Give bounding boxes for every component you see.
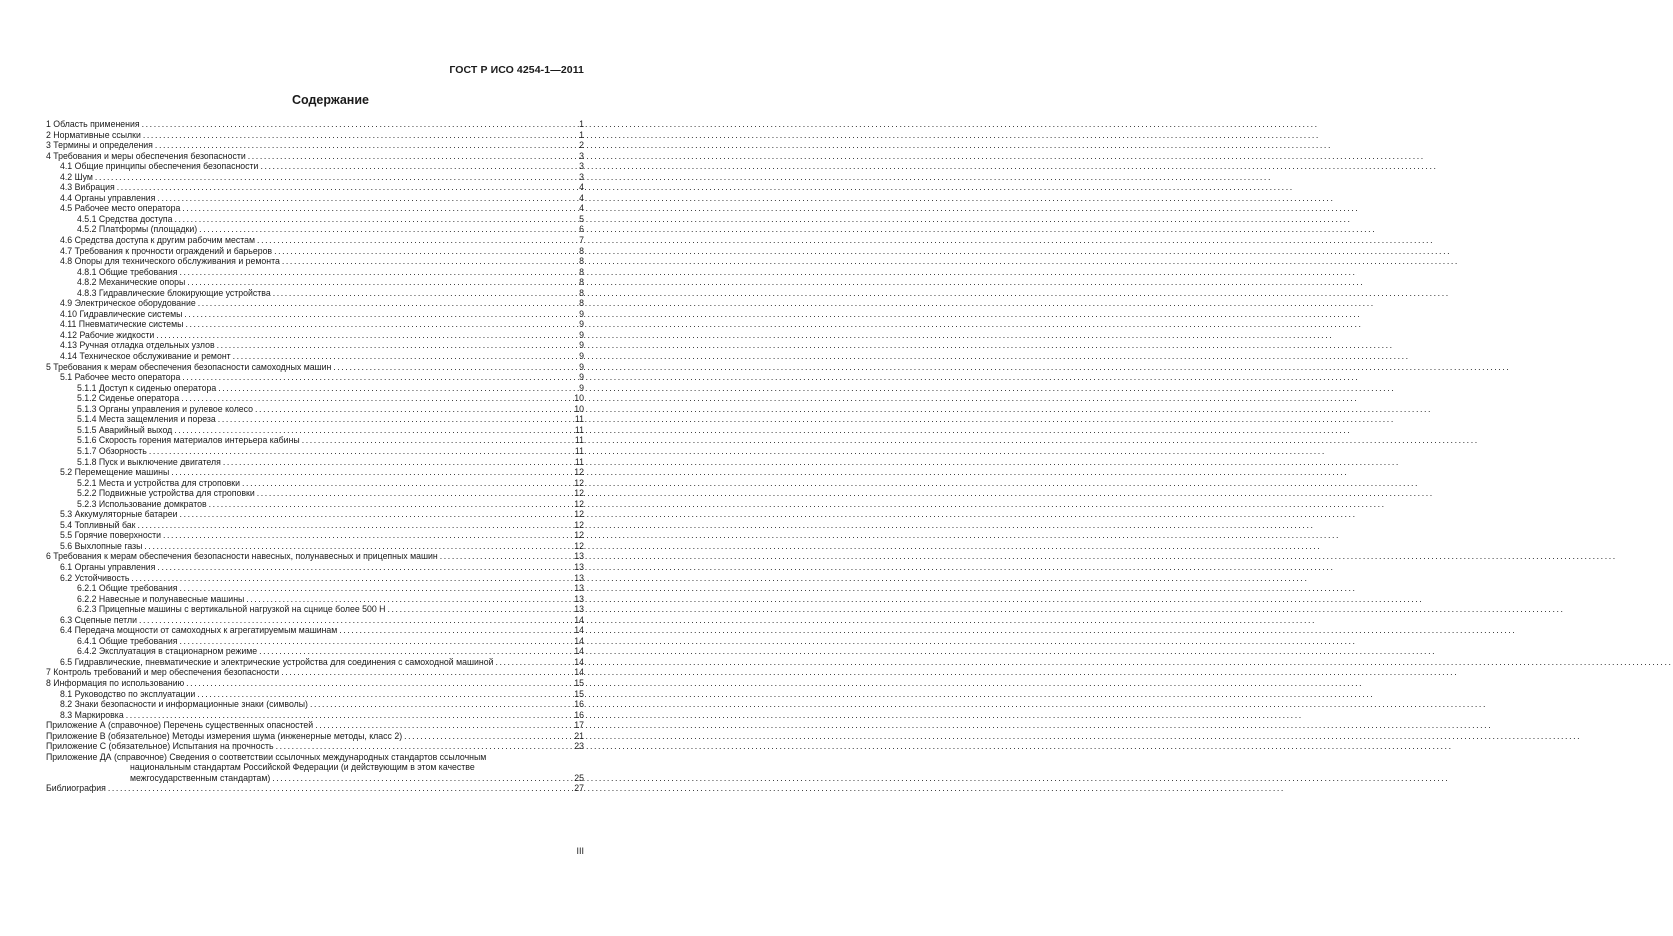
toc-entry — [46, 351, 584, 362]
toc-entry — [46, 140, 584, 151]
toc-entry — [46, 594, 584, 605]
toc-leader-dots — [180, 636, 574, 647]
toc-leader-dots — [157, 562, 573, 573]
toc-leader-dots — [387, 604, 573, 615]
toc-entry-label: 6.2 Устойчивость — [60, 572, 130, 583]
toc-entry — [46, 625, 584, 636]
toc-leader-dots — [156, 330, 578, 341]
toc-entry-page: 13 — [574, 583, 584, 594]
toc-entry — [46, 383, 584, 394]
toc-leader-dots — [186, 678, 573, 689]
toc-entry-label: 6.2.1 Общие требования — [77, 583, 178, 594]
toc-entry-label: 6.4.2 Эксплуатация в стационарном режиме — [77, 646, 258, 657]
toc-entry-page: 14 — [574, 635, 584, 646]
toc-entry — [46, 309, 584, 320]
toc-leader-dots — [404, 731, 573, 742]
toc-entry-page: 16 — [574, 699, 584, 710]
toc-entry-page: 11 — [574, 435, 584, 446]
toc-entry-page: 12 — [574, 519, 584, 530]
toc-entry — [46, 731, 584, 742]
toc-entry-label: 4.14 Техническое обслуживание и ремонт — [60, 351, 231, 362]
toc-entry — [46, 509, 584, 520]
toc-entry-label: 5.5 Горячие поверхности — [60, 530, 161, 541]
toc-entry-label: Приложение В (обязательное) Методы измерения шума (инженерные методы, класс 2) — [46, 730, 403, 741]
toc-entry — [46, 256, 584, 267]
toc-entry — [46, 457, 584, 468]
toc-leader-dots — [182, 372, 578, 383]
toc-entry-page: 16 — [574, 709, 584, 720]
toc-entry — [46, 319, 584, 330]
page-number: III — [576, 846, 584, 856]
toc-leader-dots — [180, 509, 574, 520]
toc-entry-page: 4 — [579, 182, 584, 193]
toc-entry-page: 11 — [574, 456, 584, 467]
toc-entry-label: 6.2.2 Навесные и полунавесные машины — [77, 593, 245, 604]
toc-leader-dots — [246, 594, 573, 605]
toc-entry-label: 5.1.7 Обзорность — [77, 445, 147, 456]
toc-leader-dots — [274, 246, 578, 257]
toc-entry — [46, 214, 584, 225]
toc-entry — [46, 646, 584, 657]
toc-entry-page: 15 — [574, 688, 584, 699]
toc-entry — [46, 615, 584, 626]
toc-entry — [46, 699, 584, 710]
toc-entry-line — [46, 752, 584, 763]
toc-entry-label: 2 Нормативные ссылки — [46, 129, 141, 140]
page-title: Содержание — [291, 93, 369, 107]
toc-entry — [46, 573, 584, 584]
toc-entry-label: 4.8.3 Гидравлические блокирующие устройства — [77, 287, 271, 298]
toc-entry — [46, 446, 584, 457]
toc-entry-page: 9 — [579, 351, 584, 362]
toc-entry-page: 9 — [579, 329, 584, 340]
toc-leader-dots — [255, 404, 573, 415]
toc-entry-page: 9 — [579, 308, 584, 319]
toc-entry — [46, 224, 584, 235]
toc-entry-label: 4.8 Опоры для технического обслуживания и ремонта — [60, 256, 280, 267]
toc-leader-dots — [217, 340, 578, 351]
toc-entry-page: 11 — [574, 445, 584, 456]
toc-entry-label: 6.2.3 Прицепные машины с вертикальной нагрузкой на сцнице более 500 Н — [77, 604, 386, 615]
toc-leader-dots — [182, 203, 578, 214]
toc-entry — [46, 530, 584, 541]
toc-entry — [46, 182, 584, 193]
toc-entry-page: 13 — [574, 572, 584, 583]
toc-leader-dots — [495, 657, 573, 668]
toc-entry-label: 5.2.1 Места и устройства для строповки — [77, 477, 241, 488]
toc-entry-page: 13 — [574, 604, 584, 615]
toc-leader-dots — [187, 277, 578, 288]
document-code: ГОСТ Р ИСО 4254-1—2011 — [449, 64, 584, 76]
toc-entry — [46, 151, 584, 162]
toc-leader-dots — [185, 319, 578, 330]
toc-entry-page: 14 — [574, 656, 584, 667]
toc-entry — [46, 172, 584, 183]
toc-entry-page: 12 — [574, 530, 584, 541]
toc-entry — [46, 393, 584, 404]
toc-entry-page: 6 — [579, 224, 584, 235]
toc-entry-label: 4.5.2 Платформы (площадки) — [77, 224, 198, 235]
toc-entry-label: Библиография — [46, 783, 106, 794]
toc-entry — [46, 414, 584, 425]
toc-entry — [46, 193, 584, 204]
toc-entry-label: 5.4 Топливный бак — [60, 519, 136, 530]
toc-entry — [46, 298, 584, 309]
toc-leader-dots — [108, 783, 573, 794]
toc-entry-label: 5.1.8 Пуск и выключение двигателя — [77, 456, 221, 467]
toc-entry-label: 4.10 Гидравлические системы — [60, 308, 183, 319]
toc-leader-dots — [198, 298, 578, 309]
toc-leader-dots — [259, 646, 573, 657]
toc-entry-label: 8 Информация по использованию — [46, 677, 185, 688]
toc-entry-page: 2 — [579, 140, 584, 151]
toc-entry — [46, 689, 584, 700]
toc-leader-dots — [181, 393, 573, 404]
toc-entry-label: 5.2.3 Использование домкратов — [77, 498, 207, 509]
toc-entry — [46, 340, 584, 351]
toc-entry — [46, 488, 584, 499]
toc-entry-label: 4.11 Пневматические системы — [60, 319, 184, 330]
toc-entry-label: Приложение А (справочное) Перечень существенных опасностей — [46, 720, 314, 731]
toc-entry-label: 4.5.1 Средства доступа — [77, 213, 173, 224]
toc-entry-page: 17 — [574, 720, 584, 731]
toc-leader-dots — [242, 478, 573, 489]
toc-entry-label: 6.4.1 Общие требования — [77, 635, 178, 646]
toc-entry-page: 23 — [574, 741, 584, 752]
toc-entry-label: 5.1.3 Органы управления и рулевое колесо — [77, 403, 254, 414]
toc-entry — [46, 362, 584, 373]
toc-leader-dots — [315, 720, 573, 731]
toc-entry-page: 14 — [574, 625, 584, 636]
toc-entry-label: 4.3 Вибрация — [60, 182, 115, 193]
toc-leader-dots — [95, 172, 578, 183]
toc-entry-label: 5.1.4 Места защемления и пореза — [77, 414, 216, 425]
toc-entry-page: 8 — [579, 287, 584, 298]
toc-leader-dots — [174, 425, 574, 436]
toc-entry-page: 5 — [579, 213, 584, 224]
toc-entry — [46, 478, 584, 489]
toc-entry — [46, 551, 584, 562]
toc-entry — [46, 710, 584, 721]
toc-entry — [46, 404, 584, 415]
toc-leader-dots — [218, 383, 578, 394]
toc-entry — [46, 267, 584, 278]
toc-entry — [46, 235, 584, 246]
toc-entry-page: 11 — [574, 424, 584, 435]
toc-leader-dots — [333, 362, 578, 373]
toc-entry-page: 25 — [574, 772, 584, 783]
toc-leader-dots — [142, 119, 579, 130]
toc-entry-page: 3 — [579, 171, 584, 182]
toc-entry-page: 7 — [579, 235, 584, 246]
toc-entry-page: 8 — [579, 245, 584, 256]
toc-leader-dots — [209, 499, 574, 510]
toc-leader-dots — [149, 446, 574, 457]
toc-entry-page: 4 — [579, 192, 584, 203]
toc-entry-label: 4.6 Средства доступа к другим рабочим местам — [60, 235, 256, 246]
toc-entry-line — [46, 773, 584, 784]
toc-entry-page: 8 — [579, 266, 584, 277]
toc-entry — [46, 119, 584, 130]
toc-entry-page: 8 — [579, 256, 584, 267]
toc-entry-page: 13 — [574, 593, 584, 604]
toc-entry-label: 5.1.1 Доступ к сиденью оператора — [77, 382, 217, 393]
toc-entry-page: 12 — [574, 540, 584, 551]
toc-entry-page: 8 — [579, 277, 584, 288]
toc-leader-dots — [139, 615, 573, 626]
toc-entry-page: 10 — [574, 403, 584, 414]
toc-entry-label: 5.1 Рабочее место оператора — [60, 372, 181, 383]
toc-entry-page: 9 — [579, 319, 584, 330]
toc-leader-dots — [175, 214, 579, 225]
toc-leader-dots — [143, 130, 578, 141]
toc-entry — [46, 246, 584, 257]
toc-leader-dots — [180, 583, 574, 594]
toc-entry-label: 4.4 Органы управления — [60, 192, 156, 203]
toc-leader-dots — [233, 351, 578, 362]
toc-entry — [46, 277, 584, 288]
toc-entry-page: 12 — [574, 467, 584, 478]
toc-entry-label: 7 Контроль требований и мер обеспечения безопасности — [46, 667, 280, 678]
toc-leader-dots — [117, 182, 578, 193]
toc-entry-page: 9 — [579, 382, 584, 393]
toc-leader-dots — [223, 457, 574, 468]
toc-entry-page: 13 — [574, 551, 584, 562]
toc-leader-dots — [131, 573, 573, 584]
toc-entry-label: 5.2 Перемещение машины — [60, 467, 170, 478]
toc-entry — [46, 330, 584, 341]
toc-entry-label: 6 Требования к мерам обеспечения безопасности навесных, полунавесных и прицепных машин — [46, 551, 438, 562]
toc-entry-label: 8.1 Руководство по эксплуатации — [60, 688, 196, 699]
toc-entry-label: Приложение ДА (справочное) Сведения о соответствии ссылочных международных стандартов ссылочным — [46, 751, 487, 762]
toc-leader-dots — [339, 625, 573, 636]
toc-entry-label: 4.1 Общие принципы обеспечения безопасности — [60, 161, 259, 172]
toc-entry-label: 4.8.2 Механические опоры — [77, 277, 186, 288]
toc-entry-page: 8 — [579, 298, 584, 309]
toc-entry — [46, 657, 584, 668]
toc-entry-label: 4.5 Рабочее место оператора — [60, 203, 181, 214]
toc-entry-label: Приложение С (обязательное) Испытания на прочность — [46, 741, 274, 752]
toc-entry-page: 3 — [579, 150, 584, 161]
toc-leader-dots — [155, 140, 578, 151]
toc-entry-page: 13 — [574, 561, 584, 572]
toc-leader-dots — [184, 309, 578, 320]
toc-leader-dots — [137, 520, 573, 531]
toc-entry-page: 9 — [579, 372, 584, 383]
toc-entry-page: 1 — [579, 129, 584, 140]
toc-entry — [46, 203, 584, 214]
toc-leader-dots — [302, 435, 574, 446]
toc-entry-label: 6.5 Гидравлические, пневматические и электрические устройства для соединения с самоходной машиной — [60, 656, 494, 667]
toc-entry — [46, 467, 584, 478]
table-of-contents — [46, 119, 584, 794]
toc-leader-dots — [197, 689, 573, 700]
toc-leader-dots — [218, 414, 574, 425]
toc-entry-page: 11 — [574, 414, 584, 425]
toc-entry — [46, 604, 584, 615]
toc-entry-label: 4.7 Требования к прочности ограждений и барьеров — [60, 245, 273, 256]
toc-entry — [46, 435, 584, 446]
toc-entry-label: 4.13 Ручная отладка отдельных узлов — [60, 340, 215, 351]
toc-entry-label: 8.2 Знаки безопасности и информационные знаки (символы) — [60, 699, 308, 710]
toc-leader-dots — [171, 467, 573, 478]
toc-entry — [46, 562, 584, 573]
toc-entry-label: 4.2 Шум — [60, 171, 93, 182]
toc-entry — [46, 720, 584, 731]
toc-leader-dots — [281, 667, 573, 678]
toc-entry — [46, 636, 584, 647]
toc-entry-page: 9 — [579, 361, 584, 372]
toc-entry-page: 27 — [574, 783, 584, 794]
toc-entry-label: 4 Требования и меры обеспечения безопасности — [46, 150, 246, 161]
toc-entry-label: 3 Термины и определения — [46, 140, 153, 151]
toc-entry-label: межгосударственным стандартам) — [130, 772, 271, 783]
toc-entry-label: 5.1.2 Сиденье оператора — [77, 393, 180, 404]
toc-entry-page: 12 — [574, 488, 584, 499]
toc-entry-page: 14 — [574, 667, 584, 678]
toc-entry-label: 4.12 Рабочие жидкости — [60, 329, 155, 340]
toc-entry-label: 5.1.6 Скорость горения материалов интерьера кабины — [77, 435, 300, 446]
toc-entry — [46, 161, 584, 172]
toc-entry-page: 1 — [579, 119, 584, 129]
toc-leader-dots — [440, 551, 574, 562]
toc-entry-page: 9 — [579, 340, 584, 351]
toc-entry-page: 12 — [574, 509, 584, 520]
toc-entry — [46, 583, 584, 594]
toc-entry-label: 5.2.2 Подвижные устройства для строповки — [77, 488, 255, 499]
toc-entry-page: 21 — [574, 730, 584, 741]
toc-leader-dots — [310, 699, 573, 710]
toc-entry-label: 8.3 Маркировка — [60, 709, 124, 720]
toc-leader-dots — [163, 530, 573, 541]
toc-entry-page: 3 — [579, 161, 584, 172]
toc-leader-dots — [282, 256, 578, 267]
toc-entry-page: 15 — [574, 677, 584, 688]
toc-leader-dots — [157, 193, 578, 204]
toc-entry — [46, 541, 584, 552]
toc-entry — [46, 130, 584, 141]
toc-entry-label: 5.1.5 Аварийный выход — [77, 424, 173, 435]
toc-entry-label: 5.6 Выхлопные газы — [60, 540, 143, 551]
toc-entry-label: 4.8.1 Общие требования — [77, 266, 178, 277]
toc-entry-line — [46, 762, 584, 773]
toc-entry-page: 4 — [579, 203, 584, 214]
toc-entry — [46, 288, 584, 299]
toc-leader-dots — [180, 267, 579, 278]
toc-entry-page: 12 — [574, 477, 584, 488]
toc-entry-label: национальным стандартам Российской Федерации (и действующим в этом качестве — [130, 762, 475, 773]
toc-entry-label: 6.1 Органы управления — [60, 561, 156, 572]
toc-entry — [46, 741, 584, 752]
toc-entry — [46, 425, 584, 436]
toc-entry — [46, 499, 584, 510]
toc-entry-label: 6.3 Сцепные петли — [60, 614, 137, 625]
toc-entry — [46, 667, 584, 678]
toc-entry-label: 1 Область применения — [46, 119, 140, 129]
toc-leader-dots — [199, 224, 578, 235]
toc-leader-dots — [257, 488, 574, 499]
toc-leader-dots — [272, 773, 573, 784]
toc-leader-dots — [260, 161, 578, 172]
toc-leader-dots — [276, 741, 574, 752]
toc-leader-dots — [273, 288, 578, 299]
toc-entry-page: 10 — [574, 393, 584, 404]
toc-leader-dots — [144, 541, 573, 552]
toc-leader-dots — [126, 710, 574, 721]
toc-leader-dots — [257, 235, 578, 246]
toc-entry — [46, 372, 584, 383]
toc-entry — [46, 783, 584, 794]
toc-entry-page: 14 — [574, 614, 584, 625]
toc-entry — [46, 678, 584, 689]
toc-entry-page: 12 — [574, 498, 584, 509]
toc-entry-label: 5.3 Аккумуляторные батареи — [60, 509, 178, 520]
toc-entry-label: 6.4 Передача мощности от самоходных к агрегатируемым машинам — [60, 625, 338, 636]
toc-leader-dots — [248, 151, 578, 162]
toc-entry-label: 5 Требования к мерам обеспечения безопасности самоходных машин — [46, 361, 332, 372]
toc-entry-page: 14 — [574, 646, 584, 657]
toc-entry — [46, 520, 584, 531]
toc-entry-label: 4.9 Электрическое оборудование — [60, 298, 196, 309]
toc-entry-multiline — [46, 752, 584, 784]
